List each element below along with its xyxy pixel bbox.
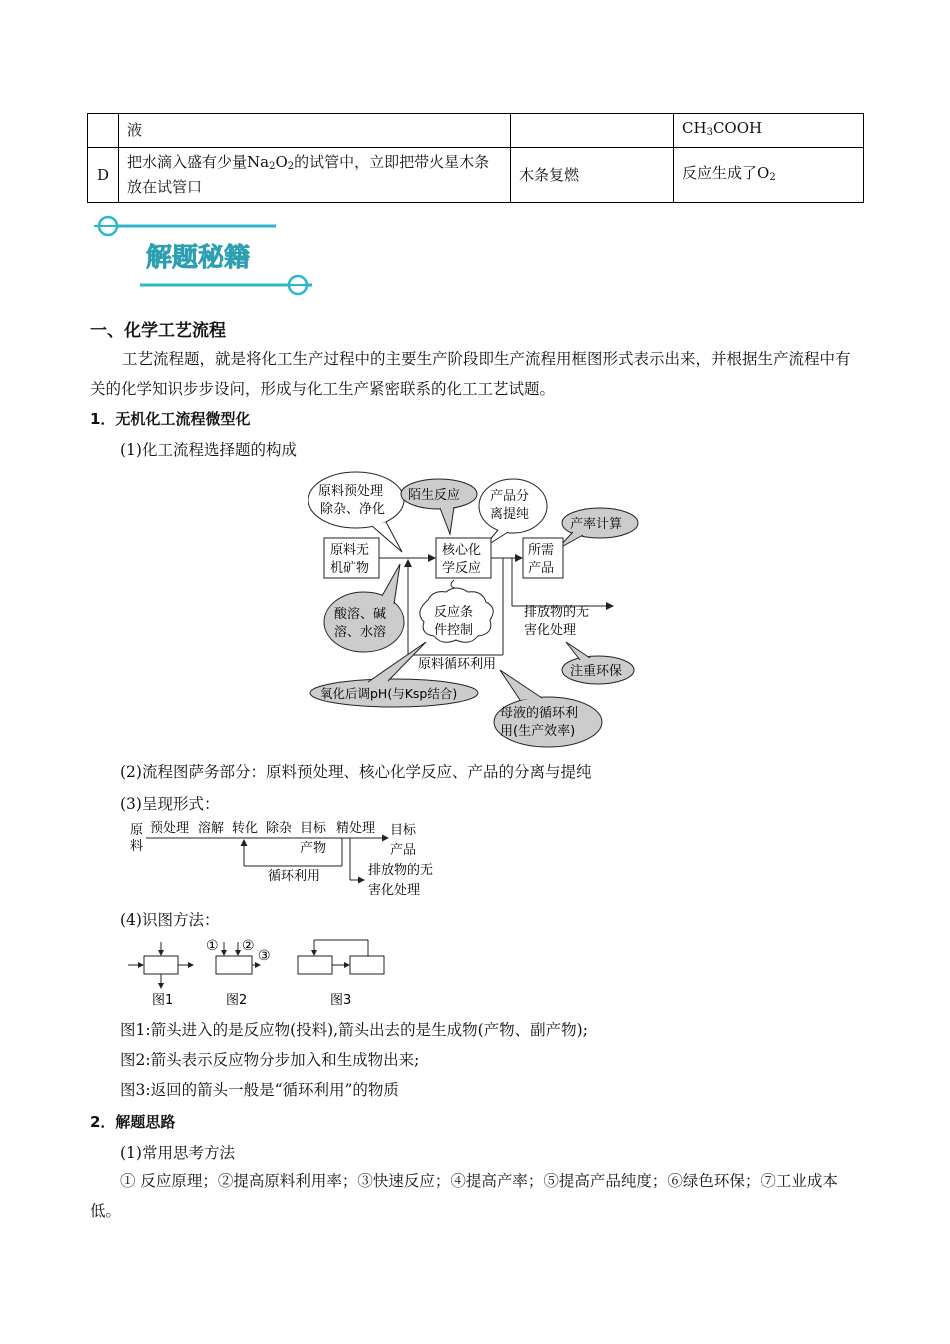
svg-text:反应条: 反应条 xyxy=(434,605,474,620)
svg-text:离提纯: 离提纯 xyxy=(490,507,530,522)
fig3-label: 图3 xyxy=(330,993,352,1008)
svg-text:产品: 产品 xyxy=(390,843,417,858)
fig1-label: 图1 xyxy=(152,993,174,1008)
bubble-ph xyxy=(310,642,478,707)
table-cell: 木条复燃 xyxy=(511,148,674,203)
bubble-condition xyxy=(420,588,493,642)
subsection-title: 1．无机化工流程微型化 xyxy=(90,410,251,428)
svg-text:溶、水溶: 溶、水溶 xyxy=(334,625,387,640)
fig2-label: 图2 xyxy=(226,993,248,1008)
table-cell: D xyxy=(88,148,119,203)
box-label: 所需 xyxy=(528,543,555,558)
svg-text:②: ② xyxy=(242,938,255,954)
item-text: (3)呈现形式： xyxy=(120,795,220,813)
svg-text:氧化后调pH(与Ksp结合): 氧化后调pH(与Ksp结合) xyxy=(320,686,458,701)
tips-banner xyxy=(90,208,330,304)
svg-text:循环利用: 循环利用 xyxy=(268,869,321,884)
svg-text:精处理: 精处理 xyxy=(336,821,376,836)
svg-text:目标: 目标 xyxy=(300,821,327,836)
box-label: 学反应 xyxy=(442,561,482,576)
svg-text:母液的循环利: 母液的循环利 xyxy=(500,706,579,721)
svg-text:注重环保: 注重环保 xyxy=(570,664,623,679)
box-label: 产品 xyxy=(528,561,555,576)
svg-text:除杂、净化: 除杂、净化 xyxy=(320,502,386,517)
item-text: (1)常用思考方法 xyxy=(120,1144,235,1162)
table-cell: 把水滴入盛有少量$Na_2O_2$的试管中，立即把带火星木条放在试管口 xyxy=(119,148,511,203)
svg-text:溶解: 溶解 xyxy=(198,821,225,836)
figure-reading-diagram xyxy=(126,934,396,1014)
intro-paragraph: 工艺流程题，就是将化工生产过程中的主要生产阶段即生产流程用框图形式表示出来，并根据生产流程中有关的化学知识步步设问，形成与化工生产紧密联系的化工工艺试题。 xyxy=(90,350,851,398)
table-row xyxy=(88,148,864,203)
item-text: (4)识图方法： xyxy=(120,911,220,929)
svg-text:排放物的无: 排放物的无 xyxy=(368,863,434,878)
item-text: (1)化工流程选择题的构成 xyxy=(120,441,297,459)
bubble-strange-reaction xyxy=(401,479,477,534)
recycle-label: 原料循环利用 xyxy=(418,657,497,672)
svg-text:用(生产效率): 用(生产效率) xyxy=(500,724,576,739)
bubble-yield xyxy=(556,508,638,550)
subsection-title: 2．解题思路 xyxy=(90,1113,176,1131)
item-text: (2)流程图萨务部分：原料预处理、核心化学反应、产品的分离与提纯 xyxy=(120,763,592,781)
banner-title: 解题秘籍 xyxy=(146,243,251,273)
box-label: 核心化 xyxy=(442,543,482,558)
svg-text:害化处理: 害化处理 xyxy=(368,883,421,898)
svg-text:料: 料 xyxy=(130,839,144,854)
fig3-description: 图3:返回的箭头一般是“循环利用”的物质 xyxy=(120,1081,399,1099)
svg-text:除杂: 除杂 xyxy=(266,821,293,836)
svg-text:转化: 转化 xyxy=(232,821,259,836)
table-cell: $CH_3COOH$ xyxy=(674,114,864,148)
methods-paragraph: ① 反应原理；②提高原料利用率；③快速反应；④提高产率；⑤提高产品纯度；⑥绿色环保；⑦工业成本低。 xyxy=(90,1172,838,1220)
box-label: 原料无 xyxy=(330,543,370,558)
svg-text:①: ① xyxy=(206,938,219,954)
flow-form-diagram xyxy=(128,818,448,902)
svg-text:产物: 产物 xyxy=(300,841,327,856)
box-label: 机矿物 xyxy=(330,561,370,576)
bubble-environment xyxy=(562,642,634,684)
table-cell xyxy=(511,114,674,148)
table-cell xyxy=(88,114,119,148)
waste-label: 害化处理 xyxy=(524,623,577,638)
svg-text:产品分: 产品分 xyxy=(490,489,530,504)
svg-text:陌生反应: 陌生反应 xyxy=(408,488,461,503)
comparison-table xyxy=(87,113,864,203)
waste-label: 排放物的无 xyxy=(524,605,590,620)
svg-text:原料预处理: 原料预处理 xyxy=(318,484,384,499)
svg-text:原: 原 xyxy=(130,823,144,838)
svg-text:目标: 目标 xyxy=(390,823,417,838)
fig1-description: 图1:箭头进入的是反应物(投料),箭头出去的是生成物(产物、副产物); xyxy=(120,1021,588,1039)
svg-text:酸溶、碱: 酸溶、碱 xyxy=(334,607,387,622)
svg-text:③: ③ xyxy=(258,948,271,964)
table-cell: 液 xyxy=(119,114,511,148)
table-row xyxy=(88,114,864,148)
table-cell: 反应生成了$O_2$ xyxy=(674,148,864,203)
svg-text:件控制: 件控制 xyxy=(434,623,474,638)
section-title: 一、化学工艺流程 xyxy=(90,321,226,341)
svg-text:产率计算: 产率计算 xyxy=(570,517,623,532)
fig2-description: 图2:箭头表示反应物分步加入和生成物出来; xyxy=(120,1051,420,1069)
flow-composition-diagram xyxy=(308,470,646,752)
svg-text:预处理: 预处理 xyxy=(150,821,190,836)
